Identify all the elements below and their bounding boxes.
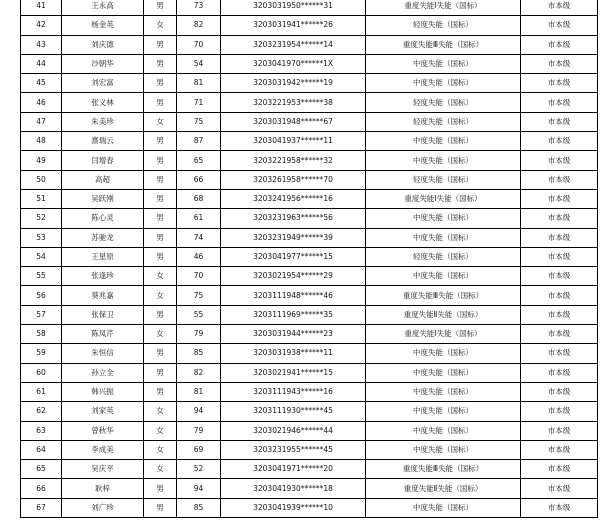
name-cell: 吴跃刚: [62, 189, 144, 208]
id-number-cell: 3203041970******1X: [221, 54, 366, 73]
id-number-cell: 3203111969******35: [221, 305, 366, 324]
sex-cell: 男: [144, 132, 177, 151]
table-row: [21, 228, 598, 247]
sex-cell: 女: [144, 286, 177, 305]
id-number-cell: 3203031941******26: [221, 16, 366, 35]
age-cell: 66: [177, 170, 221, 189]
row-number-cell: 51: [21, 189, 62, 208]
name-cell: 刘宏富: [62, 74, 144, 93]
table-row: [21, 112, 598, 131]
disability-level-cell: 轻度失能（国标）: [366, 247, 521, 266]
admin-tier-cell: 市本级: [521, 498, 598, 517]
row-number-cell: 54: [21, 247, 62, 266]
id-number-cell: 3203021941******15: [221, 363, 366, 382]
admin-tier-cell: 市本级: [521, 93, 598, 112]
table-row: [21, 170, 598, 189]
table-row: [21, 16, 598, 35]
sex-cell: 男: [144, 363, 177, 382]
sex-cell: 男: [144, 74, 177, 93]
sex-cell: 男: [144, 305, 177, 324]
sex-cell: 女: [144, 16, 177, 35]
admin-tier-cell: 市本级: [521, 112, 598, 131]
row-number-cell: 50: [21, 170, 62, 189]
name-cell: 朱美珍: [62, 112, 144, 131]
row-number-cell: 62: [21, 402, 62, 421]
sex-cell: 男: [144, 54, 177, 73]
admin-tier-cell: 市本级: [521, 74, 598, 93]
disability-level-cell: 中度失能（国标）: [366, 74, 521, 93]
id-number-cell: 3203021946******44: [221, 421, 366, 440]
disability-level-cell: 重度失能Ⅱ失能（国标）: [366, 305, 521, 324]
table-row: [21, 132, 598, 151]
age-cell: 69: [177, 440, 221, 459]
admin-tier-cell: 市本级: [521, 460, 598, 479]
admin-tier-cell: 市本级: [521, 267, 598, 286]
id-number-cell: 3203031944******23: [221, 325, 366, 344]
age-cell: 94: [177, 402, 221, 421]
admin-tier-cell: 市本级: [521, 16, 598, 35]
disability-level-cell: 重度失能Ⅲ失能（国标）: [366, 35, 521, 54]
name-cell: 孙立全: [62, 363, 144, 382]
sex-cell: 男: [144, 247, 177, 266]
sex-cell: 女: [144, 267, 177, 286]
id-number-cell: 3203041939******10: [221, 498, 366, 517]
row-number-cell: 48: [21, 132, 62, 151]
admin-tier-cell: 市本级: [521, 132, 598, 151]
age-cell: 81: [177, 382, 221, 401]
id-number-cell: 3203041930******18: [221, 479, 366, 498]
sex-cell: 男: [144, 0, 177, 16]
disability-level-cell: 轻度失能（国标）: [366, 16, 521, 35]
age-cell: 74: [177, 228, 221, 247]
age-cell: 55: [177, 305, 221, 324]
row-number-cell: 63: [21, 421, 62, 440]
admin-tier-cell: 市本级: [521, 440, 598, 459]
disability-level-cell: 重度失能Ⅰ失能（国标）: [366, 189, 521, 208]
admin-tier-cell: 市本级: [521, 421, 598, 440]
row-number-cell: 55: [21, 267, 62, 286]
age-cell: 79: [177, 325, 221, 344]
row-number-cell: 58: [21, 325, 62, 344]
age-cell: 71: [177, 93, 221, 112]
row-number-cell: 52: [21, 209, 62, 228]
disability-level-cell: 中度失能（国标）: [366, 132, 521, 151]
admin-tier-cell: 市本级: [521, 35, 598, 54]
sex-cell: 男: [144, 93, 177, 112]
row-number-cell: 61: [21, 382, 62, 401]
age-cell: 82: [177, 16, 221, 35]
row-number-cell: 46: [21, 93, 62, 112]
table-row: [21, 93, 598, 112]
name-cell: 葵兆嘉: [62, 286, 144, 305]
age-cell: 73: [177, 0, 221, 16]
name-cell: 苏驰龙: [62, 228, 144, 247]
name-cell: 闫增春: [62, 151, 144, 170]
row-number-cell: 64: [21, 440, 62, 459]
age-cell: 70: [177, 35, 221, 54]
table-row: [21, 402, 598, 421]
id-number-cell: 3203231955******45: [221, 440, 366, 459]
disability-level-cell: 中度失能（国标）: [366, 363, 521, 382]
row-number-cell: 65: [21, 460, 62, 479]
id-number-cell: 3203111948******46: [221, 286, 366, 305]
age-cell: 94: [177, 479, 221, 498]
admin-tier-cell: 市本级: [521, 189, 598, 208]
disability-level-cell: 中度失能（国标）: [366, 54, 521, 73]
table-row: [21, 421, 598, 440]
name-cell: 陈心灵: [62, 209, 144, 228]
id-number-cell: 3203031950******31: [221, 0, 366, 16]
row-number-cell: 59: [21, 344, 62, 363]
row-number-cell: 56: [21, 286, 62, 305]
id-number-cell: 3203031938******11: [221, 344, 366, 363]
name-cell: 杨金英: [62, 16, 144, 35]
sex-cell: 男: [144, 209, 177, 228]
row-number-cell: 49: [21, 151, 62, 170]
id-number-cell: 3203031942******19: [221, 74, 366, 93]
table-row: [21, 54, 598, 73]
id-number-cell: 3203111930******45: [221, 402, 366, 421]
name-cell: 刘庆德: [62, 35, 144, 54]
disability-level-cell: 轻度失能（国标）: [366, 93, 521, 112]
table-row: [21, 267, 598, 286]
sex-cell: 女: [144, 440, 177, 459]
age-cell: 85: [177, 498, 221, 517]
admin-tier-cell: 市本级: [521, 344, 598, 363]
id-number-cell: 3203231954******14: [221, 35, 366, 54]
age-cell: 75: [177, 112, 221, 131]
sex-cell: 男: [144, 479, 177, 498]
disability-level-cell: 重度失能Ⅱ失能（国标）: [366, 479, 521, 498]
admin-tier-cell: 市本级: [521, 0, 598, 16]
admin-tier-cell: 市本级: [521, 479, 598, 498]
sex-cell: 男: [144, 228, 177, 247]
admin-tier-cell: 市本级: [521, 286, 598, 305]
table-row: [21, 305, 598, 324]
id-number-cell: 3203231963******56: [221, 209, 366, 228]
admin-tier-cell: 市本级: [521, 228, 598, 247]
admin-tier-cell: 市本级: [521, 209, 598, 228]
name-cell: 陈凤芹: [62, 325, 144, 344]
id-number-cell: 3203221953******38: [221, 93, 366, 112]
row-number-cell: 45: [21, 74, 62, 93]
age-cell: 68: [177, 189, 221, 208]
table-row: [21, 0, 598, 16]
disability-level-cell: 中度失能（国标）: [366, 440, 521, 459]
disability-level-cell: 重度失能Ⅲ失能（国标）: [366, 286, 521, 305]
admin-tier-cell: 市本级: [521, 170, 598, 189]
name-cell: 刘广珍: [62, 498, 144, 517]
age-cell: 87: [177, 132, 221, 151]
age-cell: 79: [177, 421, 221, 440]
sex-cell: 男: [144, 498, 177, 517]
row-number-cell: 43: [21, 35, 62, 54]
disability-level-cell: 重度失能Ⅰ失能（国标）: [366, 0, 521, 16]
sex-cell: 女: [144, 112, 177, 131]
sex-cell: 男: [144, 344, 177, 363]
disability-level-cell: 重度失能Ⅲ失能（国标）: [366, 460, 521, 479]
table-row: [21, 440, 598, 459]
name-cell: 曾秋华: [62, 421, 144, 440]
table-row: [21, 325, 598, 344]
age-cell: 75: [177, 286, 221, 305]
row-number-cell: 53: [21, 228, 62, 247]
id-number-cell: 3203021954******29: [221, 267, 366, 286]
sex-cell: 女: [144, 325, 177, 344]
sex-cell: 女: [144, 421, 177, 440]
age-cell: 54: [177, 54, 221, 73]
table-row: [21, 151, 598, 170]
sex-cell: 男: [144, 189, 177, 208]
sex-cell: 女: [144, 402, 177, 421]
id-number-cell: 3203041937******11: [221, 132, 366, 151]
name-cell: 李成美: [62, 440, 144, 459]
table-row: [21, 498, 598, 517]
table-row: [21, 382, 598, 401]
sex-cell: 女: [144, 460, 177, 479]
row-number-cell: 41: [21, 0, 62, 16]
roster-body: [21, 0, 598, 518]
age-cell: 65: [177, 151, 221, 170]
name-cell: 刘家英: [62, 402, 144, 421]
disability-level-cell: 中度失能（国标）: [366, 382, 521, 401]
name-cell: 韩兴振: [62, 382, 144, 401]
table-row: [21, 35, 598, 54]
table-row: [21, 363, 598, 382]
table-row: [21, 286, 598, 305]
admin-tier-cell: 市本级: [521, 325, 598, 344]
sex-cell: 男: [144, 151, 177, 170]
id-number-cell: 3203241956******16: [221, 189, 366, 208]
name-cell: 张义林: [62, 93, 144, 112]
name-cell: 王永高: [62, 0, 144, 16]
table-row: [21, 74, 598, 93]
id-number-cell: 3203231949******39: [221, 228, 366, 247]
id-number-cell: 3203031948******67: [221, 112, 366, 131]
id-number-cell: 3203111943******16: [221, 382, 366, 401]
admin-tier-cell: 市本级: [521, 54, 598, 73]
age-cell: 70: [177, 267, 221, 286]
name-cell: 耿梓: [62, 479, 144, 498]
sex-cell: 男: [144, 170, 177, 189]
name-cell: 朱恒信: [62, 344, 144, 363]
row-number-cell: 42: [21, 16, 62, 35]
name-cell: 熹瑞云: [62, 132, 144, 151]
name-cell: 张保卫: [62, 305, 144, 324]
row-number-cell: 44: [21, 54, 62, 73]
name-cell: 王星原: [62, 247, 144, 266]
age-cell: 52: [177, 460, 221, 479]
age-cell: 85: [177, 344, 221, 363]
disability-level-cell: 中度失能（国标）: [366, 344, 521, 363]
row-number-cell: 57: [21, 305, 62, 324]
disability-level-cell: 轻度失能（国标）: [366, 170, 521, 189]
age-cell: 46: [177, 247, 221, 266]
disability-level-cell: 重度失能Ⅰ失能（国标）: [366, 325, 521, 344]
sex-cell: 男: [144, 382, 177, 401]
disability-level-cell: 中度失能（国标）: [366, 228, 521, 247]
disability-level-cell: 中度失能（国标）: [366, 267, 521, 286]
admin-tier-cell: 市本级: [521, 305, 598, 324]
roster-table: [20, 0, 598, 518]
age-cell: 82: [177, 363, 221, 382]
table-row: [21, 189, 598, 208]
disability-level-cell: 中度失能（国标）: [366, 421, 521, 440]
sex-cell: 男: [144, 35, 177, 54]
table-row: [21, 344, 598, 363]
id-number-cell: 3203041971******20: [221, 460, 366, 479]
row-number-cell: 47: [21, 112, 62, 131]
row-number-cell: 66: [21, 479, 62, 498]
name-cell: 张逢珍: [62, 267, 144, 286]
name-cell: 吴庆平: [62, 460, 144, 479]
id-number-cell: 3203261958******70: [221, 170, 366, 189]
admin-tier-cell: 市本级: [521, 402, 598, 421]
age-cell: 61: [177, 209, 221, 228]
table-row: [21, 209, 598, 228]
row-number-cell: 60: [21, 363, 62, 382]
table-row: [21, 479, 598, 498]
disability-level-cell: 中度失能（国标）: [366, 402, 521, 421]
disability-level-cell: 中度失能（国标）: [366, 209, 521, 228]
name-cell: 高超: [62, 170, 144, 189]
admin-tier-cell: 市本级: [521, 247, 598, 266]
table-row: [21, 460, 598, 479]
admin-tier-cell: 市本级: [521, 382, 598, 401]
disability-level-cell: 中度失能（国标）: [366, 151, 521, 170]
table-row: [21, 247, 598, 266]
admin-tier-cell: 市本级: [521, 363, 598, 382]
disability-level-cell: 轻度失能（国标）: [366, 112, 521, 131]
row-number-cell: 67: [21, 498, 62, 517]
age-cell: 81: [177, 74, 221, 93]
id-number-cell: 3203221958******32: [221, 151, 366, 170]
id-number-cell: 3203041977******15: [221, 247, 366, 266]
name-cell: 沙朝华: [62, 54, 144, 73]
admin-tier-cell: 市本级: [521, 151, 598, 170]
disability-level-cell: 中度失能（国标）: [366, 498, 521, 517]
